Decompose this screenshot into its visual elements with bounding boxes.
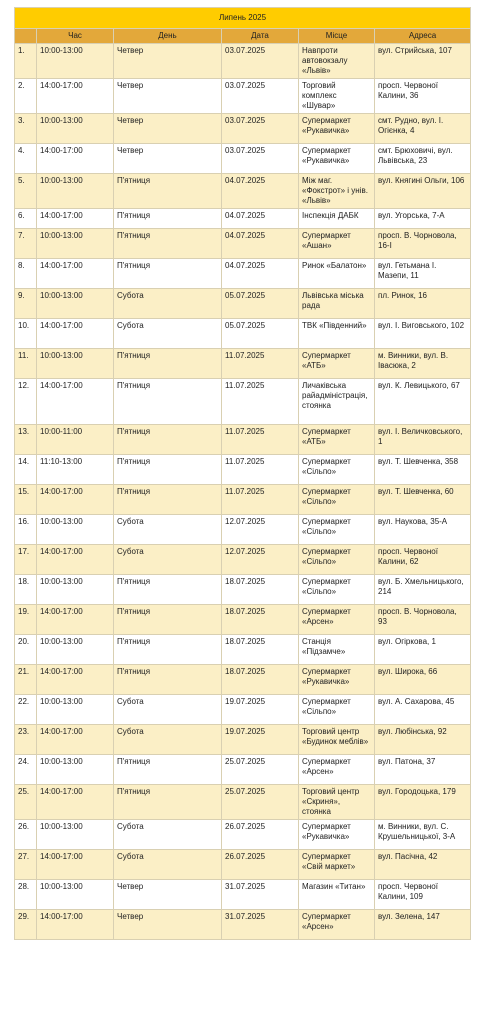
row-number: 26. (15, 820, 37, 850)
row-day: П'ятниця (114, 209, 222, 229)
row-number: 18. (15, 575, 37, 605)
row-place: Львівська міська рада (299, 289, 375, 319)
row-time: 14:00-17:00 (37, 665, 114, 695)
row-number: 22. (15, 695, 37, 725)
row-address: вул. Б. Хмельницького, 214 (375, 575, 471, 605)
row-date: 05.07.2025 (222, 319, 299, 349)
row-time: 14:00-17:00 (37, 605, 114, 635)
row-time: 14:00-17:00 (37, 379, 114, 425)
header-address: Адреса (375, 29, 471, 44)
row-time: 10:00-13:00 (37, 635, 114, 665)
row-day: Субота (114, 695, 222, 725)
table-row (15, 850, 471, 880)
row-day: П'ятниця (114, 605, 222, 635)
row-address: просп. Червоної Калини, 109 (375, 880, 471, 910)
row-number: 5. (15, 174, 37, 209)
row-time: 14:00-17:00 (37, 545, 114, 575)
row-number: 24. (15, 755, 37, 785)
row-time: 14:00-17:00 (37, 485, 114, 515)
row-day: Четвер (114, 44, 222, 79)
row-address: просп. В. Чорновола, 16-І (375, 229, 471, 259)
row-date: 19.07.2025 (222, 725, 299, 755)
row-day: Субота (114, 515, 222, 545)
table-row (15, 605, 471, 635)
schedule-table (14, 7, 471, 940)
row-address: м. Винники, вул. С. Крушельницької, 3-А (375, 820, 471, 850)
row-time: 10:00-13:00 (37, 755, 114, 785)
row-number: 23. (15, 725, 37, 755)
row-number: 2. (15, 79, 37, 114)
row-number: 29. (15, 910, 37, 940)
row-time: 10:00-13:00 (37, 695, 114, 725)
row-place: Супермаркет «Рукавичка» (299, 114, 375, 144)
row-day: П'ятниця (114, 425, 222, 455)
row-place: Супермаркет «Рукавичка» (299, 665, 375, 695)
row-time: 14:00-17:00 (37, 910, 114, 940)
row-place: Супермаркет «Рукавичка» (299, 820, 375, 850)
row-time: 10:00-13:00 (37, 229, 114, 259)
row-day: Субота (114, 319, 222, 349)
row-day: Субота (114, 289, 222, 319)
row-date: 25.07.2025 (222, 785, 299, 820)
row-date: 11.07.2025 (222, 485, 299, 515)
row-date: 19.07.2025 (222, 695, 299, 725)
table-title: Липень 2025 (15, 8, 471, 29)
row-date: 03.07.2025 (222, 44, 299, 79)
row-number: 1. (15, 44, 37, 79)
row-number: 3. (15, 114, 37, 144)
row-day: Четвер (114, 79, 222, 114)
row-date: 03.07.2025 (222, 114, 299, 144)
table-row (15, 379, 471, 425)
row-date: 31.07.2025 (222, 880, 299, 910)
header-date: Дата (222, 29, 299, 44)
row-day: П'ятниця (114, 229, 222, 259)
row-address: вул. Огіркова, 1 (375, 635, 471, 665)
table-row (15, 349, 471, 379)
row-time: 14:00-17:00 (37, 850, 114, 880)
table-row (15, 515, 471, 545)
row-time: 10:00-13:00 (37, 44, 114, 79)
row-place: Супермаркет «Сільпо» (299, 545, 375, 575)
table-row (15, 910, 471, 940)
row-address: просп. В. Чорновола, 93 (375, 605, 471, 635)
row-number: 19. (15, 605, 37, 635)
row-time: 10:00-13:00 (37, 880, 114, 910)
row-date: 11.07.2025 (222, 425, 299, 455)
row-address: просп. Червоної Калини, 62 (375, 545, 471, 575)
row-address: вул. Патона, 37 (375, 755, 471, 785)
row-address: вул. І. Виговського, 102 (375, 319, 471, 349)
row-place: Супермаркет «Сільпо» (299, 575, 375, 605)
row-day: П'ятниця (114, 665, 222, 695)
table-row (15, 114, 471, 144)
row-date: 04.07.2025 (222, 174, 299, 209)
row-number: 13. (15, 425, 37, 455)
table-row (15, 259, 471, 289)
table-title-row (15, 8, 471, 29)
row-day: П'ятниця (114, 485, 222, 515)
table-row (15, 144, 471, 174)
table-row (15, 695, 471, 725)
row-date: 11.07.2025 (222, 349, 299, 379)
row-time: 14:00-17:00 (37, 259, 114, 289)
table-row (15, 785, 471, 820)
row-number: 14. (15, 455, 37, 485)
row-place: Супермаркет «Сільпо» (299, 695, 375, 725)
row-number: 10. (15, 319, 37, 349)
row-date: 18.07.2025 (222, 605, 299, 635)
header-number (15, 29, 37, 44)
schedule-table-body (15, 8, 471, 940)
row-time: 10:00-13:00 (37, 174, 114, 209)
row-place: Станція «Підзамче» (299, 635, 375, 665)
row-place: Інспекція ДАБК (299, 209, 375, 229)
row-date: 31.07.2025 (222, 910, 299, 940)
row-time: 14:00-17:00 (37, 725, 114, 755)
row-address: вул. Т. Шевченка, 60 (375, 485, 471, 515)
row-date: 25.07.2025 (222, 755, 299, 785)
row-time: 14:00-17:00 (37, 79, 114, 114)
row-address: просп. Червоної Калини, 36 (375, 79, 471, 114)
row-place: Супермаркет «Сільпо» (299, 515, 375, 545)
row-address: вул. А. Сахарова, 45 (375, 695, 471, 725)
table-row (15, 635, 471, 665)
table-row (15, 174, 471, 209)
row-address: пл. Ринок, 16 (375, 289, 471, 319)
row-time: 14:00-17:00 (37, 319, 114, 349)
row-number: 28. (15, 880, 37, 910)
row-date: 18.07.2025 (222, 635, 299, 665)
row-address: вул. Зелена, 147 (375, 910, 471, 940)
row-date: 18.07.2025 (222, 575, 299, 605)
row-number: 11. (15, 349, 37, 379)
row-day: П'ятниця (114, 755, 222, 785)
table-row (15, 455, 471, 485)
row-number: 4. (15, 144, 37, 174)
table-row (15, 485, 471, 515)
table-row (15, 880, 471, 910)
row-address: вул. Широка, 66 (375, 665, 471, 695)
row-address: вул. Княгині Ольги, 106 (375, 174, 471, 209)
table-row (15, 289, 471, 319)
row-number: 8. (15, 259, 37, 289)
row-number: 12. (15, 379, 37, 425)
row-place: Супермаркет «Арсен» (299, 910, 375, 940)
row-day: Субота (114, 850, 222, 880)
table-row (15, 229, 471, 259)
row-address: смт. Рудно, вул. І. Огієнка, 4 (375, 114, 471, 144)
header-day: День (114, 29, 222, 44)
row-number: 20. (15, 635, 37, 665)
row-day: Четвер (114, 144, 222, 174)
row-date: 11.07.2025 (222, 455, 299, 485)
row-time: 10:00-13:00 (37, 289, 114, 319)
row-place: Личаківська райадміністрація, стоянка (299, 379, 375, 425)
row-time: 14:00-17:00 (37, 144, 114, 174)
row-place: Супермаркет «АТБ» (299, 349, 375, 379)
row-day: Четвер (114, 910, 222, 940)
header-place: Місце (299, 29, 375, 44)
table-row (15, 725, 471, 755)
table-row (15, 820, 471, 850)
row-day: П'ятниця (114, 635, 222, 665)
row-place: Супермаркет «Рукавичка» (299, 144, 375, 174)
header-time: Час (37, 29, 114, 44)
row-place: Ринок «Балатон» (299, 259, 375, 289)
row-date: 04.07.2025 (222, 209, 299, 229)
table-row (15, 665, 471, 695)
row-place: Торговий комплекс «Шувар» (299, 79, 375, 114)
row-address: вул. Пасічна, 42 (375, 850, 471, 880)
row-date: 05.07.2025 (222, 289, 299, 319)
row-date: 18.07.2025 (222, 665, 299, 695)
row-number: 7. (15, 229, 37, 259)
table-header-row (15, 29, 471, 44)
row-time: 14:00-17:00 (37, 785, 114, 820)
row-date: 11.07.2025 (222, 379, 299, 425)
row-place: Супермаркет «Сільпо» (299, 455, 375, 485)
row-place: Супермаркет «Свій маркет» (299, 850, 375, 880)
row-address: вул. Наукова, 35-А (375, 515, 471, 545)
row-number: 17. (15, 545, 37, 575)
table-row (15, 209, 471, 229)
table-row (15, 425, 471, 455)
table-row (15, 575, 471, 605)
table-row (15, 319, 471, 349)
row-place: ТВК «Південний» (299, 319, 375, 349)
row-day: П'ятниця (114, 575, 222, 605)
row-time: 10:00-13:00 (37, 515, 114, 545)
row-place: Супермаркет «Арсен» (299, 605, 375, 635)
row-address: смт. Брюховичі, вул. Львівська, 23 (375, 144, 471, 174)
row-place: Магазин «Титан» (299, 880, 375, 910)
row-place: Супермаркет «Арсен» (299, 755, 375, 785)
row-date: 04.07.2025 (222, 229, 299, 259)
row-day: Субота (114, 725, 222, 755)
row-number: 15. (15, 485, 37, 515)
table-row (15, 545, 471, 575)
row-day: П'ятниця (114, 349, 222, 379)
row-date: 12.07.2025 (222, 515, 299, 545)
row-date: 04.07.2025 (222, 259, 299, 289)
row-date: 26.07.2025 (222, 820, 299, 850)
row-time: 10:00-11:00 (37, 425, 114, 455)
row-date: 03.07.2025 (222, 144, 299, 174)
row-day: П'ятниця (114, 174, 222, 209)
row-place: Супермаркет «Сільпо» (299, 485, 375, 515)
row-place: Супермаркет «АТБ» (299, 425, 375, 455)
row-place: Між маг. «Фокстрот» і унів. «Львів» (299, 174, 375, 209)
row-address: вул. Т. Шевченка, 358 (375, 455, 471, 485)
table-row (15, 44, 471, 79)
row-address: вул. К. Левицького, 67 (375, 379, 471, 425)
row-time: 10:00-13:00 (37, 349, 114, 379)
row-address: вул. Городоцька, 179 (375, 785, 471, 820)
row-day: П'ятниця (114, 379, 222, 425)
row-date: 26.07.2025 (222, 850, 299, 880)
row-place: Торговий центр «Скриня», стоянка (299, 785, 375, 820)
row-address: м. Винники, вул. В. Івасюка, 2 (375, 349, 471, 379)
row-place: Торговий центр «Будинок меблів» (299, 725, 375, 755)
row-number: 16. (15, 515, 37, 545)
row-date: 12.07.2025 (222, 545, 299, 575)
row-day: П'ятниця (114, 259, 222, 289)
table-row (15, 79, 471, 114)
row-day: Субота (114, 545, 222, 575)
row-time: 10:00-13:00 (37, 575, 114, 605)
row-date: 03.07.2025 (222, 79, 299, 114)
row-day: Четвер (114, 880, 222, 910)
row-time: 10:00-13:00 (37, 820, 114, 850)
row-time: 11:10-13:00 (37, 455, 114, 485)
row-day: Субота (114, 820, 222, 850)
table-row (15, 755, 471, 785)
row-place: Навпроти автовокзалу «Львів» (299, 44, 375, 79)
row-place: Супермаркет «Ашан» (299, 229, 375, 259)
row-number: 6. (15, 209, 37, 229)
row-address: вул. Стрийська, 107 (375, 44, 471, 79)
row-address: вул. Угорська, 7-А (375, 209, 471, 229)
row-number: 25. (15, 785, 37, 820)
row-day: П'ятниця (114, 785, 222, 820)
row-address: вул. Любінська, 92 (375, 725, 471, 755)
row-time: 14:00-17:00 (37, 209, 114, 229)
row-day: Четвер (114, 114, 222, 144)
row-address: вул. Гетьмана І. Мазепи, 11 (375, 259, 471, 289)
row-day: П'ятниця (114, 455, 222, 485)
row-number: 21. (15, 665, 37, 695)
row-number: 9. (15, 289, 37, 319)
row-number: 27. (15, 850, 37, 880)
row-address: вул. І. Величковського, 1 (375, 425, 471, 455)
row-time: 10:00-13:00 (37, 114, 114, 144)
